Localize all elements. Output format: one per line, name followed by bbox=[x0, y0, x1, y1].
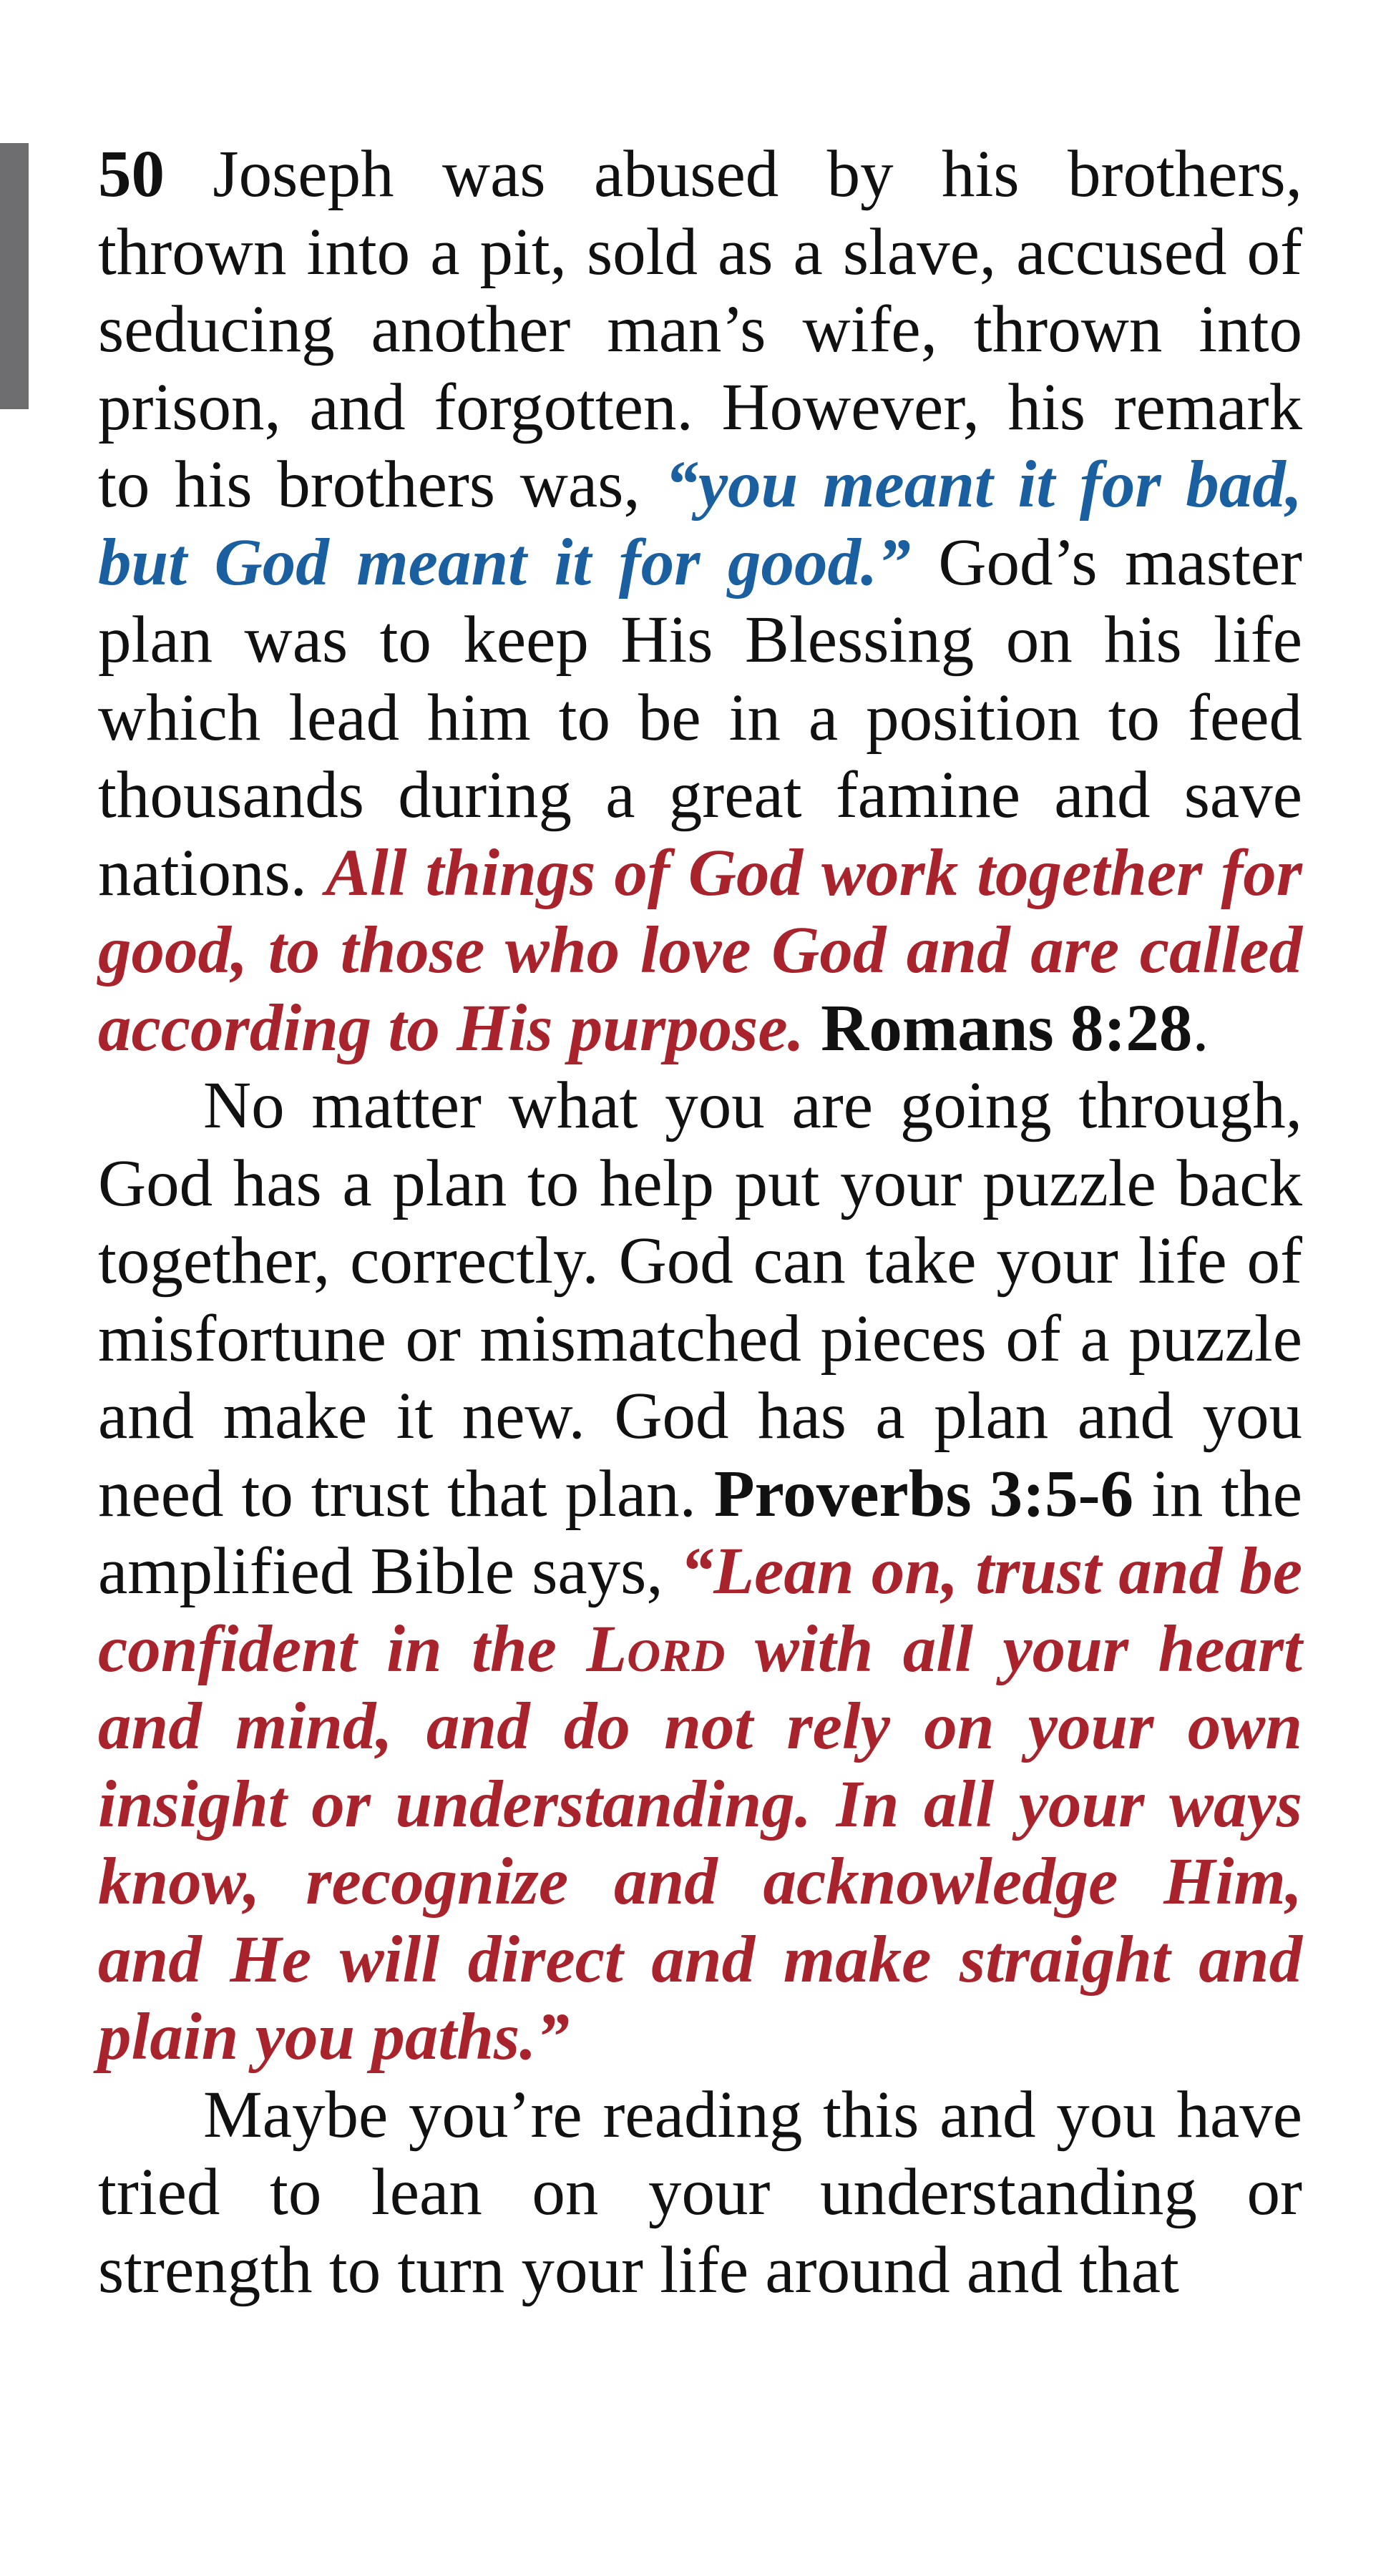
paragraph-2-text-2: in the amplified Bible says, bbox=[98, 1456, 1302, 1608]
paragraph-1-text-4: . bbox=[1192, 991, 1209, 1065]
page-edge-tab bbox=[0, 143, 29, 409]
paragraph-2-text-1: No matter what you are going through, God has a plan to help put your puzzle back together, correctly. God can take your life of misfortune or mismatched pieces of a puzzle and make it new. God has a plan and you need to trust that plan. bbox=[98, 1069, 1302, 1531]
quote-proverbs-part-2: with all your heart and mind, and do not rely on your own insight or understanding. In all your ways know, recognize and acknowledge Him, and He will direct and make straight and plain you paths.” bbox=[98, 1612, 1302, 2074]
page-body bbox=[98, 136, 1302, 2309]
quote-romans: All things of God work together for good, to those who love God and are called according to His purpose. bbox=[98, 836, 1302, 1065]
paragraph-1-text-1: Joseph was abused by his brothers, thrown into a pit, sold as a slave, accused of seducing another man’s wife, thrown into prison, and forgotten. However, his remark to his brothers was, bbox=[98, 137, 1302, 521]
quote-proverbs bbox=[98, 1534, 1302, 2074]
page-number: 50 bbox=[98, 137, 165, 211]
paragraph-3-text-1: Maybe you’re reading this and you have tried to lean on your understanding or strength to turn your life around and that bbox=[98, 2077, 1302, 2307]
scripture-reference-romans: Romans 8:28 bbox=[821, 991, 1193, 1065]
paragraph-1 bbox=[98, 136, 1302, 1067]
paragraph-2 bbox=[98, 1067, 1302, 2077]
quote-proverbs-part-1: “Lean on, trust and be confident in the bbox=[98, 1534, 1302, 1686]
paragraph-1-text-3 bbox=[804, 991, 821, 1065]
quote-lord-first: L bbox=[586, 1612, 628, 1686]
quote-lord-rest: ord bbox=[627, 1612, 726, 1686]
scripture-reference-proverbs: Proverbs 3:5-6 bbox=[713, 1456, 1134, 1531]
quote-genesis: “you meant it for bad, but God meant it for good.” bbox=[98, 448, 1303, 599]
paragraph-3 bbox=[98, 2077, 1302, 2310]
paragraph-1-text-2: God’s master plan was to keep His Blessing on his life which lead him to be in a position to feed thousands during a great famine and save nations. bbox=[98, 525, 1302, 910]
